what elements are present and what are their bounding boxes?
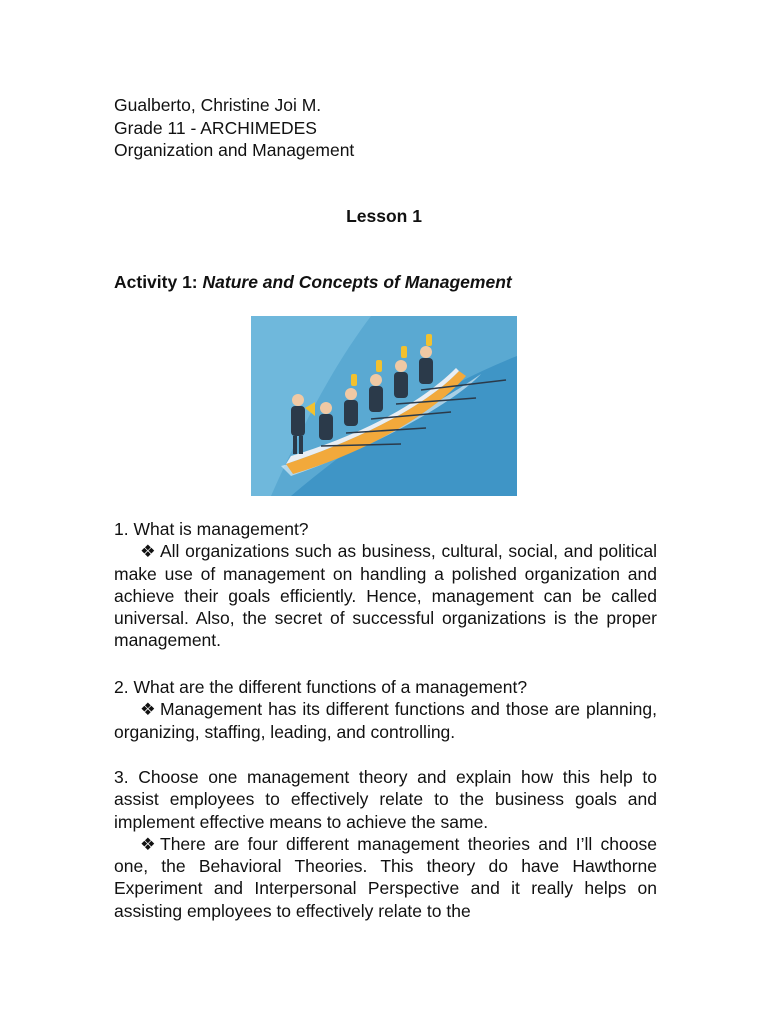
lesson-title: Lesson 1	[346, 206, 422, 226]
diamond-bullet-icon: ❖	[140, 699, 156, 720]
answer-3	[114, 833, 657, 922]
activity-heading	[114, 271, 512, 293]
activity-label: Activity 1:	[114, 272, 203, 292]
student-grade: Grade 11 - ARCHIMEDES	[114, 117, 317, 138]
diamond-bullet-icon: ❖	[140, 541, 156, 562]
answer-1	[114, 540, 657, 651]
rowing-team-illustration	[251, 316, 517, 496]
answer-1-text: All organizations such as business, cultural, social, and political make use of management on handling a polished organization and achieve their goals efficiently. Hence, management can be called universal. Also, the secret of successful organizations is the proper management.	[114, 541, 657, 651]
question-1: 1. What is management?	[114, 519, 309, 539]
answer-3-text: There are four different management theories and I’ll choose one, the Behavioral Theories. This theory do have Hawthorne Experiment and Interpersonal Perspective and it really helps on assisting employees to effectively relate to the	[114, 833, 657, 921]
question-block-1	[114, 518, 657, 652]
student-header	[114, 94, 354, 162]
question-3: 3. Choose one management theory and explain how this help to assist employees to effectively relate to the business goals and implement effective means to achieve the same.	[114, 767, 657, 832]
student-name: Gualberto, Christine Joi M.	[114, 95, 322, 115]
activity-title: Nature and Concepts of Management	[202, 272, 512, 292]
rowing-team-svg	[251, 316, 517, 496]
answer-2	[114, 698, 657, 743]
subject-title: Organization and Management	[114, 140, 355, 160]
question-2: 2. What are the different functions of a management?	[114, 677, 528, 697]
question-block-2	[114, 676, 657, 743]
question-block-3	[114, 766, 657, 922]
diamond-bullet-icon: ❖	[140, 833, 156, 854]
answer-2-text: Management has its different functions and those are planning, organizing, staffing, leading, and controlling.	[114, 699, 657, 742]
